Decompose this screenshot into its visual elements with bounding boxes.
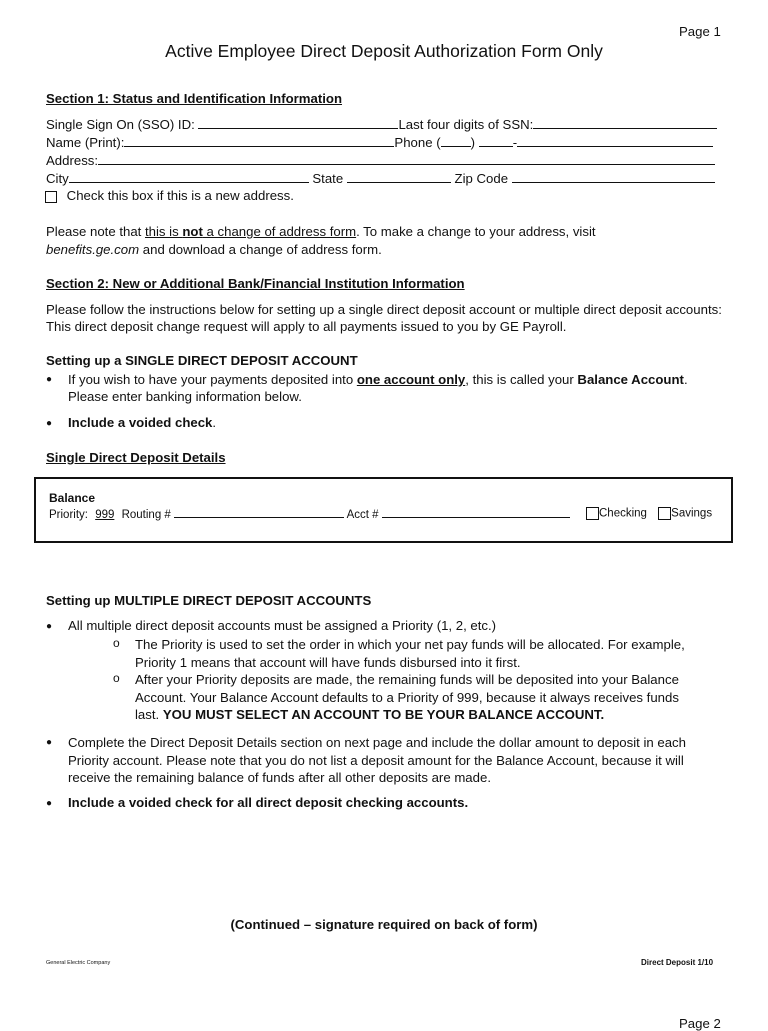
single-bullet-1 <box>68 371 688 405</box>
checking-label: Checking <box>599 507 647 520</box>
multi-bullet-3: Include a voided check for all direct deposit checking accounts. <box>68 795 469 810</box>
savings-label: Savings <box>671 507 713 520</box>
circle-bullet-icon: o <box>113 636 120 650</box>
multi-bullet-2: Complete the Direct Deposit Details section on next page and include the dollar amount to deposit in each Priority account. Please note that you do not list a deposit amount for the Balance Account, because it will receive the remaining balance of funds after all other deposits are made. <box>68 735 686 785</box>
city-field[interactable] <box>69 171 309 183</box>
bullet-icon: ● <box>46 418 53 429</box>
multi-sub-2-text: After your Priority deposits are made, the remaining funds will be deposited into your Balance Account. Your Balance Account defaults to a Priority of 999, because it always receives funds last. <box>135 672 679 722</box>
checking-checkbox[interactable] <box>586 507 599 520</box>
new-address-row <box>45 188 294 203</box>
address-label: Address: <box>46 153 99 168</box>
ssn-label: Last four digits of SSN: <box>398 117 534 132</box>
routing-label: Routing # <box>121 509 171 521</box>
page-title: Active Employee Direct Deposit Authorization Form Only <box>165 41 603 61</box>
name-row <box>46 135 713 150</box>
footer-form-id: Direct Deposit 1/10 <box>641 958 714 967</box>
acct-label: Acct # <box>346 509 379 521</box>
note-text: Please note that <box>46 224 145 239</box>
balance-account-term: Balance Account <box>577 372 684 387</box>
sso-field[interactable] <box>198 117 398 129</box>
footer-company: General Electric Company <box>46 960 111 966</box>
multi-bullet-1: All multiple direct deposit accounts must be assigned a Priority (1, 2, etc.) <box>68 618 497 633</box>
routing-field[interactable] <box>174 507 344 518</box>
bullet-icon: ● <box>46 737 53 748</box>
continued-note: (Continued – signature required on back of form) <box>230 917 538 932</box>
zip-label: Zip Code <box>454 171 509 186</box>
note-text-3: a change of address form <box>202 224 357 239</box>
section2-heading: Section 2: New or Additional Bank/Financial Institution Information <box>46 276 465 291</box>
sso-row <box>46 117 717 132</box>
page-number: Page 1 <box>679 24 721 39</box>
multi-sub-1: The Priority is used to set the order in which your net pay funds will be allocated. For example, Priority 1 means that account will have funds disbursed into it first. <box>135 637 685 670</box>
priority-label: Priority: <box>49 509 88 521</box>
voided-check-text: Include a voided check <box>68 415 213 430</box>
note-underlined <box>145 224 356 239</box>
new-address-checkbox[interactable] <box>45 191 57 203</box>
bullet-icon: ● <box>46 374 53 385</box>
single-details-heading: Single Direct Deposit Details <box>46 450 226 465</box>
balance-box <box>34 477 733 543</box>
name-label: Name (Print): <box>46 135 125 150</box>
multi-heading: Setting up MULTIPLE DIRECT DEPOSIT ACCOUNTS <box>46 593 372 608</box>
multi-sub-2 <box>135 671 705 724</box>
section1-heading: Section 1: Status and Identification Information <box>46 91 343 106</box>
ssn-field[interactable] <box>533 117 717 129</box>
account-type <box>586 507 712 520</box>
note-text-5: and download a change of address form. <box>139 242 382 257</box>
note-text-2: this is <box>144 224 183 239</box>
phone-paren: ) <box>470 135 476 150</box>
bullet-icon: ● <box>46 798 53 809</box>
single-b1-text-2: , this is called your <box>465 372 578 387</box>
circle-bullet-icon: o <box>113 671 120 685</box>
single-b1-text: If you wish to have your payments deposited into <box>68 372 357 387</box>
benefits-link[interactable]: benefits.ge.com <box>46 242 140 257</box>
state-label: State <box>312 171 344 186</box>
address-row <box>46 153 715 168</box>
one-account-only: one account only <box>356 372 466 387</box>
city-row <box>46 171 715 186</box>
zip-field[interactable] <box>512 171 715 183</box>
address-field[interactable] <box>98 153 715 165</box>
priority-value: 999 <box>95 509 115 521</box>
new-address-label: Check this box if this is a new address. <box>66 188 294 203</box>
bullet-icon: ● <box>46 621 53 632</box>
section2-intro: Please follow the instructions below for setting up a single direct deposit account or multiple direct deposit accounts: This direct deposit change request will apply to all payments issued to you by GE Payroll. <box>46 302 722 334</box>
single-bullet-2 <box>68 415 216 430</box>
phone-dash: - <box>512 135 518 150</box>
phone-label: Phone ( <box>394 135 441 150</box>
state-field[interactable] <box>347 171 451 183</box>
must-select-text: YOU MUST SELECT AN ACCOUNT TO BE YOUR BALANCE ACCOUNT. <box>162 707 605 722</box>
next-page-number: Page 2 <box>679 1016 721 1031</box>
voided-check-end: . <box>212 415 217 430</box>
address-note <box>46 223 736 259</box>
name-field[interactable] <box>124 135 394 147</box>
note-text-4: . To make a change to your address, visit <box>356 224 596 239</box>
city-label: City <box>46 171 69 186</box>
single-heading: Setting up a SINGLE DIRECT DEPOSIT ACCOUNT <box>46 353 358 368</box>
phone-area-field[interactable] <box>441 135 471 147</box>
sso-label: Single Sign On (SSO) ID: <box>46 117 195 132</box>
balance-row <box>49 507 570 521</box>
phone-number-field[interactable] <box>517 135 713 147</box>
balance-label: Balance <box>49 491 96 505</box>
phone-prefix-field[interactable] <box>479 135 513 147</box>
single-b1-text-3: . Please enter banking information below. <box>68 372 688 404</box>
note-not: not <box>182 224 203 239</box>
savings-checkbox[interactable] <box>658 507 671 520</box>
acct-field[interactable] <box>382 507 570 518</box>
